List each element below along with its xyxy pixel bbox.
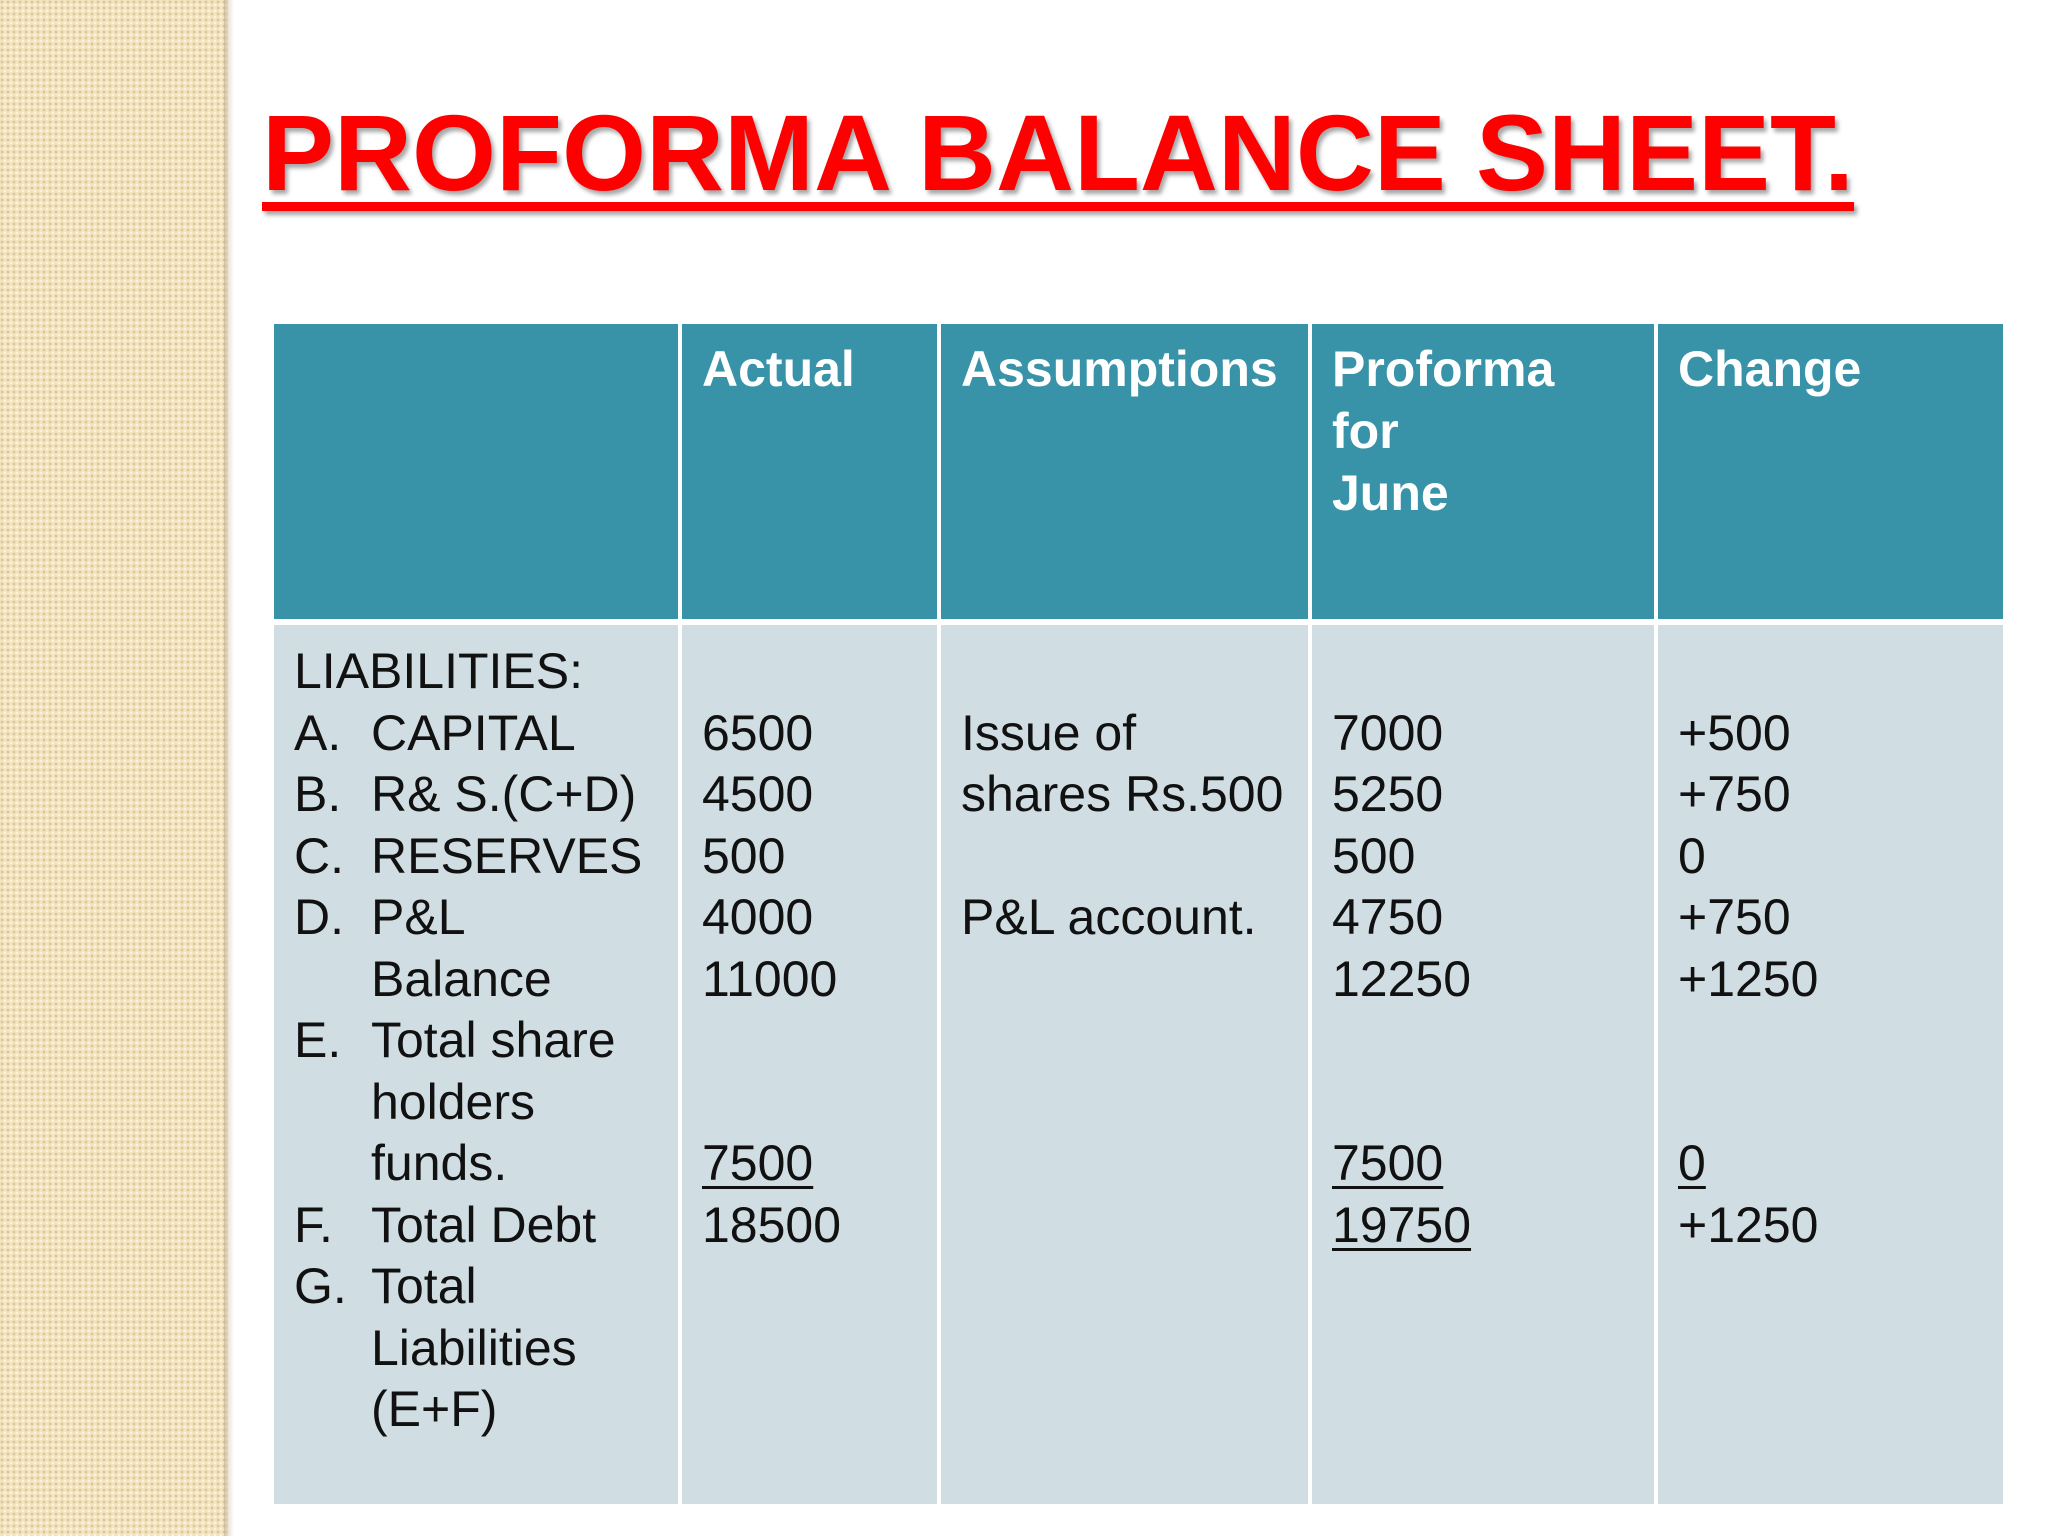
liabilities-labels [274, 625, 678, 1504]
actual-values [682, 625, 937, 1504]
change-value: +1250 [1678, 950, 1819, 1007]
balance-sheet-table [274, 324, 2003, 1504]
list-item [294, 826, 678, 888]
proforma-value: 12250 [1332, 950, 1472, 1007]
assumptions-text [941, 625, 1308, 1504]
item-label: funds. [371, 1135, 508, 1191]
header-proforma-line: Proforma [1332, 341, 1555, 397]
side-band-shadow [224, 0, 234, 1536]
list-item [294, 1010, 678, 1195]
list-item [294, 764, 678, 826]
actual-value: 6500 [702, 704, 814, 761]
change-value: +750 [1678, 889, 1791, 945]
proforma-value: 500 [1332, 827, 1416, 884]
item-label: Total Debt [371, 1196, 597, 1253]
list-item [294, 887, 678, 1010]
item-label: Total share [371, 1012, 616, 1068]
item-label: RESERVES [371, 827, 643, 884]
header-change: Change [1678, 341, 1862, 397]
header-cell-actual [682, 324, 937, 619]
change-value: +1250 [1678, 1196, 1819, 1253]
item-letter: E. [294, 1012, 342, 1068]
change-value: 0 [1678, 1135, 1706, 1191]
slide-title: PROFORMA BALANCE SHEET. [262, 92, 1855, 213]
header-proforma-line: for [1332, 403, 1399, 459]
item-label: Total [371, 1258, 477, 1314]
assumption-line: Issue of [961, 704, 1137, 761]
decorative-side-band [0, 0, 228, 1536]
change-value: +750 [1678, 766, 1791, 822]
item-label: Balance [371, 950, 552, 1007]
list-item [294, 1195, 678, 1257]
proforma-value: 19750 [1332, 1196, 1472, 1253]
header-cell-label [274, 324, 678, 619]
actual-value: 7500 [702, 1135, 814, 1191]
item-letter: D. [294, 889, 344, 945]
change-value: +500 [1678, 704, 1791, 761]
proforma-value: 7500 [1332, 1135, 1444, 1191]
item-label: P&L [371, 889, 466, 945]
item-label: Liabilities [371, 1319, 577, 1376]
proforma-value: 7000 [1332, 704, 1444, 761]
header-assumptions: Assumptions [961, 341, 1278, 397]
actual-value: 4500 [702, 766, 814, 822]
list-item [294, 1256, 678, 1441]
change-value: 0 [1678, 827, 1706, 884]
item-label: (E+F) [371, 1381, 498, 1437]
item-letter: F. [294, 1196, 333, 1253]
actual-value: 4000 [702, 889, 814, 945]
actual-value: 500 [702, 827, 786, 884]
header-cell-assumptions [941, 324, 1308, 619]
header-cell-change [1658, 324, 2003, 619]
actual-value: 18500 [702, 1196, 842, 1253]
list-item [294, 703, 678, 765]
assumption-line [961, 826, 1308, 888]
item-letter: G. [294, 1258, 347, 1314]
header-actual: Actual [702, 341, 855, 397]
change-values [1658, 625, 2003, 1504]
header-cell-proforma [1312, 324, 1654, 619]
item-letter: C. [294, 827, 344, 884]
item-label: R& S.(C+D) [371, 766, 637, 822]
assumption-line: shares Rs.500 [961, 766, 1284, 822]
item-label: CAPITAL [371, 704, 576, 761]
proforma-value: 4750 [1332, 889, 1444, 945]
proforma-values [1312, 625, 1654, 1504]
proforma-value: 5250 [1332, 766, 1444, 822]
item-label: holders [371, 1073, 535, 1130]
header-proforma-line: June [1332, 465, 1449, 521]
item-letter: A. [294, 704, 342, 761]
actual-value: 11000 [702, 950, 838, 1007]
item-letter: B. [294, 766, 342, 822]
assumption-line: P&L account. [961, 889, 1257, 945]
liabilities-heading: LIABILITIES: [294, 643, 584, 699]
